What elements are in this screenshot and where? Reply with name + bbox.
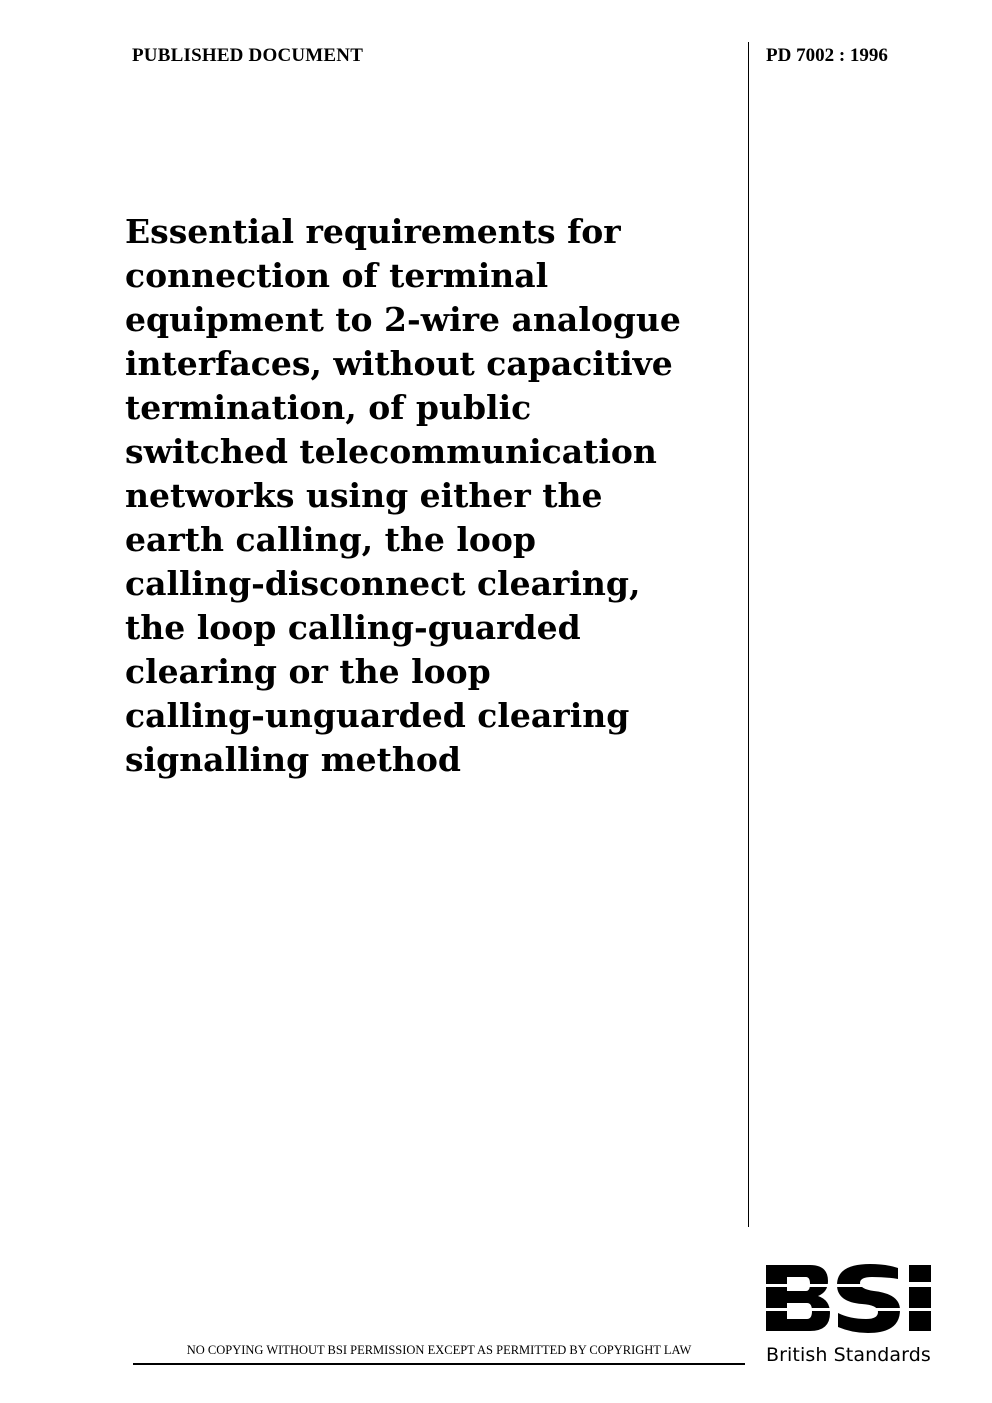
title-line: the loop calling-guarded (125, 608, 581, 647)
title-line: calling-disconnect clearing, (125, 564, 641, 603)
title-line: connection of terminal (125, 256, 549, 295)
document-title (125, 210, 735, 782)
title-line: earth calling, the loop (125, 520, 536, 559)
title-line: termination, of public (125, 388, 532, 427)
title-line: switched telecommunication (125, 432, 657, 471)
document-type-label: PUBLISHED DOCUMENT (132, 45, 364, 66)
title-line: Essential requirements for (125, 212, 621, 251)
title-line: signalling method (125, 740, 461, 779)
bsi-logo-icon (762, 1262, 947, 1334)
document-number: PD 7002 : 1996 (766, 45, 888, 66)
title-line: equipment to 2-wire analogue (125, 300, 681, 339)
vertical-divider (748, 42, 749, 1227)
title-line: clearing or the loop (125, 652, 491, 691)
title-line: interfaces, without capacitive (125, 344, 673, 383)
logo-wordmark: British Standards (766, 1344, 931, 1366)
bsi-logo (762, 1262, 947, 1372)
copyright-notice: NO COPYING WITHOUT BSI PERMISSION EXCEPT AS PERMITTED BY COPYRIGHT LAW (133, 1341, 745, 1365)
title-line: networks using either the (125, 476, 603, 515)
title-line: calling-unguarded clearing (125, 696, 630, 735)
